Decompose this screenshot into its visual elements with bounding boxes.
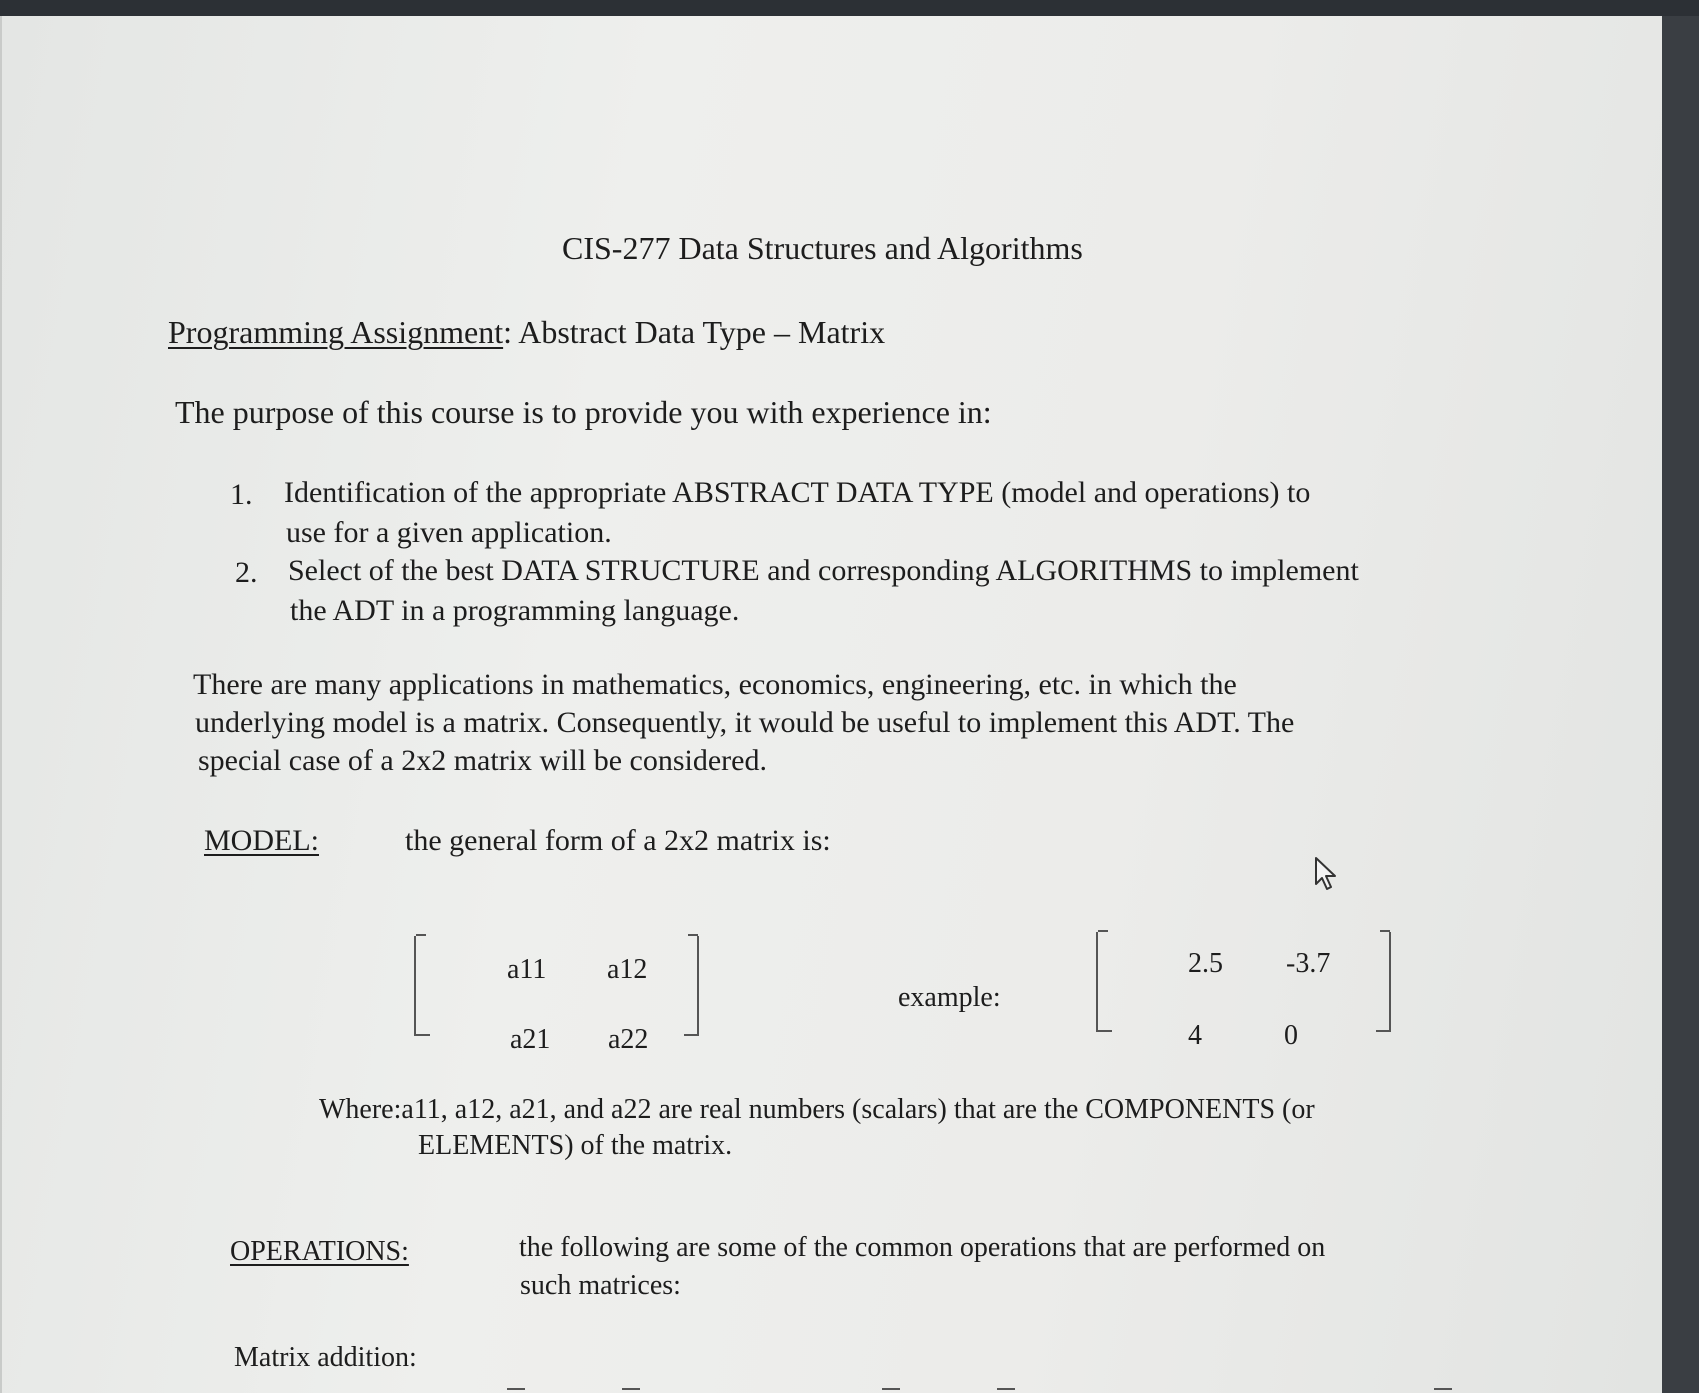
assignment-separator: : bbox=[503, 314, 512, 350]
example-matrix-right-bracket bbox=[1388, 932, 1391, 1032]
purpose-intro: The purpose of this course is to provide you with experience in: bbox=[175, 394, 992, 430]
general-matrix-right-top bbox=[688, 934, 698, 936]
matrix-a12: a12 bbox=[607, 954, 648, 985]
document-page bbox=[0, 16, 1662, 1393]
paragraph-line1: There are many applications in mathematics, economics, engineering, etc. in which the bbox=[193, 668, 1237, 701]
operations-line2: such matrices: bbox=[520, 1270, 681, 1301]
goal-2-line2: the ADT in a programming language. bbox=[290, 594, 740, 627]
operations-line1: the following are some of the common operations that are performed on bbox=[519, 1232, 1326, 1263]
goal-1-line2: use for a given application. bbox=[286, 516, 612, 549]
monitor-bezel-top bbox=[0, 0, 1699, 16]
goal-2-line1: Select of the best DATA STRUCTURE and corresponding ALGORITHMS to implement bbox=[288, 554, 1359, 587]
cutoff-mark bbox=[997, 1388, 1015, 1390]
paragraph-line3: special case of a 2x2 matrix will be considered. bbox=[198, 744, 767, 777]
cutoff-mark bbox=[622, 1388, 640, 1390]
goal-2-number: 2. bbox=[235, 556, 258, 589]
matrix-a11: a11 bbox=[507, 954, 547, 985]
assignment-topic: Abstract Data Type – Matrix bbox=[512, 314, 886, 350]
general-matrix-left-top bbox=[416, 934, 426, 936]
cutoff-mark bbox=[507, 1388, 525, 1390]
model-label: MODEL: bbox=[204, 824, 319, 857]
matrix-addition-label: Matrix addition: bbox=[234, 1342, 417, 1373]
example-matrix-right-foot bbox=[1376, 1030, 1390, 1032]
document-title: CIS-277 Data Structures and Algorithms bbox=[562, 230, 1083, 266]
operations-label: OPERATIONS: bbox=[230, 1236, 409, 1267]
example-a22: 0 bbox=[1284, 1020, 1298, 1051]
example-label: example: bbox=[898, 982, 1001, 1013]
goal-1-line1: Identification of the appropriate ABSTRACT DATA TYPE (model and operations) to bbox=[284, 476, 1311, 509]
example-matrix-left-bracket bbox=[1096, 932, 1099, 1032]
assignment-label: Programming Assignment bbox=[168, 314, 504, 350]
example-matrix-right-top bbox=[1380, 930, 1390, 932]
where-line2: ELEMENTS) of the matrix. bbox=[418, 1130, 733, 1161]
monitor-bezel-right bbox=[1660, 16, 1699, 1393]
cutoff-mark bbox=[1434, 1388, 1452, 1390]
paragraph-line2: underlying model is a matrix. Consequently, it would be useful to implement this ADT. The bbox=[195, 706, 1295, 739]
example-a11: 2.5 bbox=[1188, 948, 1223, 979]
general-matrix-left-bracket bbox=[414, 936, 417, 1036]
general-matrix-left-foot bbox=[416, 1034, 430, 1036]
cutoff-mark bbox=[882, 1388, 900, 1390]
example-matrix-left-foot bbox=[1098, 1030, 1112, 1032]
general-matrix-right-foot bbox=[684, 1034, 698, 1036]
general-matrix-right-bracket bbox=[696, 936, 699, 1036]
mouse-pointer-icon bbox=[1314, 856, 1340, 897]
where-line1: Where:a11, a12, a21, and a22 are real numbers (scalars) that are the COMPONENTS (or bbox=[319, 1094, 1315, 1125]
example-a21: 4 bbox=[1188, 1020, 1202, 1051]
model-text: the general form of a 2x2 matrix is: bbox=[405, 824, 831, 857]
assignment-heading bbox=[168, 314, 885, 351]
example-a12: -3.7 bbox=[1286, 948, 1331, 979]
matrix-a22: a22 bbox=[608, 1024, 649, 1055]
matrix-a21: a21 bbox=[510, 1024, 551, 1055]
goal-1-number: 1. bbox=[230, 478, 253, 511]
example-matrix-left-top bbox=[1098, 930, 1108, 932]
